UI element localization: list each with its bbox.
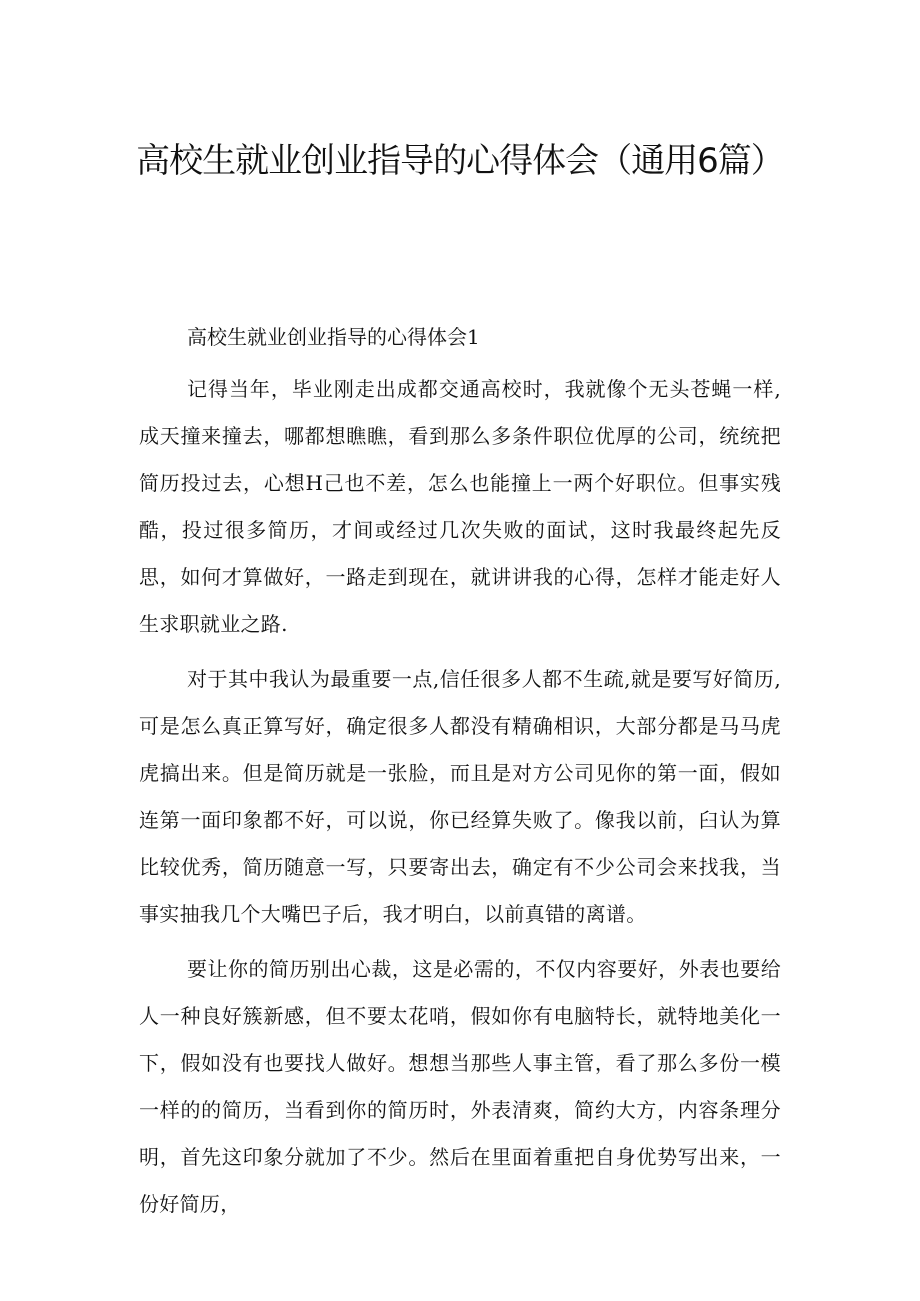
section-heading: 高校生就业创业指导的心得体会1 <box>187 325 480 349</box>
document-body <box>139 318 781 1236</box>
paragraph-1: 记得当年，毕业刚走出成都交通高校时，我就像个无头苍蝇一样,成天撞来撞去，哪都想瞧瞧，看到那么多条件职位优厚的公司，统统把简历投过去，心想H己也不差，怎么也能撞上一两个好职位。但事实残酷，投过很多简历，才间或经过几次失败的面试，这时我最终起先反思，如何才算做好，一路走到现在，就讲讲我的心得，怎样才能走好人生求职就业之路. <box>139 377 781 636</box>
paragraph-3: 要让你的简历别出心裁，这是必需的，不仅内容要好，外表也要给人一种良好簇新感，但不要太花哨，假如你有电脑特长，就特地美化一下，假如没有也要找人做好。想想当那些人事主管，看了那么多份一模一样的的简历，当看到你的简历时，外表清爽，简约大方，内容条理分明，首先这印象分就加了不少。然后在里面着重把自身优势写出来，一份好简历， <box>139 957 781 1216</box>
paragraph-2: 对于其中我认为最重要一点,信任很多人都不生疏,就是要写好简历,可是怎么真正算写好，确定很多人都没有精确相识，大部分都是马马虎虎搞出来。但是简历就是一张脸，而且是对方公司见你的第一面，假如连第一面印象都不好，可以说，你已经算失败了。像我以前，臼认为算比较优秀，简历随意一写，只要寄出去，确定有不少公司会来找我，当事实抽我几个大嘴巴子后，我才明白，以前真错的离谱。 <box>139 667 781 926</box>
document-title: 高校生就业创业指导的心得体会（通用6篇） <box>136 141 784 181</box>
